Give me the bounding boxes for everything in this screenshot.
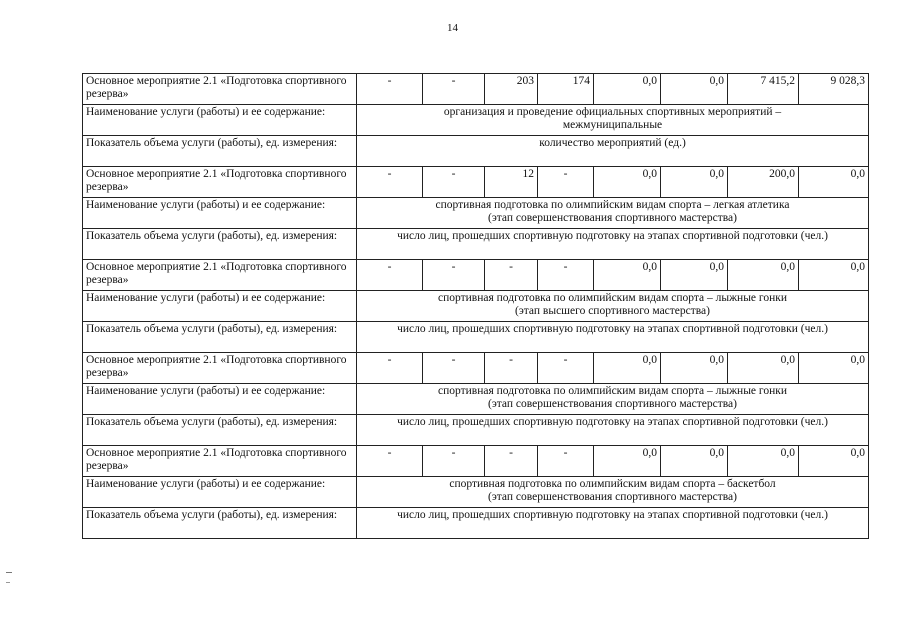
value-cell: -	[485, 260, 538, 291]
description-cell	[357, 291, 869, 322]
value-cell: 200,0	[728, 167, 799, 198]
description-line: (этап совершенствования спортивного мастерства)	[488, 398, 737, 410]
value-cell: -	[538, 167, 594, 198]
page-number: 14	[447, 22, 458, 34]
value-cell: -	[423, 353, 485, 384]
description-line: число лиц, прошедших спортивную подготовку на этапах спортивной подготовки (чел.)	[397, 509, 828, 521]
value-cell: -	[357, 353, 423, 384]
activity-row	[83, 167, 869, 198]
description-row	[83, 415, 869, 446]
description-line: спортивная подготовка по олимпийским видам спорта – лыжные гонки	[438, 385, 787, 397]
scan-edge-mark	[6, 572, 12, 573]
value-cell: -	[423, 74, 485, 105]
value-cell: 0,0	[594, 353, 661, 384]
description-line: число лиц, прошедших спортивную подготовку на этапах спортивной подготовки (чел.)	[397, 416, 828, 428]
value-cell: -	[538, 353, 594, 384]
activity-label: Основное мероприятие 2.1 «Подготовка спортивного резерва»	[83, 353, 357, 384]
row-label: Наименование услуги (работы) и ее содержание:	[83, 105, 357, 136]
value-cell: 0,0	[799, 167, 869, 198]
description-row	[83, 105, 869, 136]
row-label: Показатель объема услуги (работы), ед. измерения:	[83, 229, 357, 260]
program-table	[82, 73, 869, 539]
description-line: (этап совершенствования спортивного мастерства)	[488, 491, 737, 503]
value-cell: -	[538, 446, 594, 477]
value-cell: -	[423, 167, 485, 198]
row-label: Наименование услуги (работы) и ее содержание:	[83, 198, 357, 229]
description-line: число лиц, прошедших спортивную подготовку на этапах спортивной подготовки (чел.)	[397, 230, 828, 242]
description-line: (этап совершенствования спортивного мастерства)	[488, 212, 737, 224]
description-cell	[357, 136, 869, 167]
value-cell: 0,0	[661, 167, 728, 198]
description-row	[83, 508, 869, 539]
activity-row	[83, 446, 869, 477]
activity-row	[83, 74, 869, 105]
activity-label: Основное мероприятие 2.1 «Подготовка спортивного резерва»	[83, 446, 357, 477]
value-cell: 0,0	[594, 167, 661, 198]
value-cell: -	[538, 260, 594, 291]
activity-label: Основное мероприятие 2.1 «Подготовка спортивного резерва»	[83, 74, 357, 105]
activity-label: Основное мероприятие 2.1 «Подготовка спортивного резерва»	[83, 260, 357, 291]
description-cell	[357, 229, 869, 260]
row-label: Наименование услуги (работы) и ее содержание:	[83, 384, 357, 415]
description-line: спортивная подготовка по олимпийским видам спорта – баскетбол	[449, 478, 776, 490]
description-row	[83, 322, 869, 353]
row-label: Наименование услуги (работы) и ее содержание:	[83, 477, 357, 508]
value-cell: 0,0	[661, 260, 728, 291]
description-line: спортивная подготовка по олимпийским видам спорта – лыжные гонки	[438, 292, 787, 304]
value-cell: 0,0	[661, 353, 728, 384]
description-line: межмуниципальные	[562, 119, 663, 131]
value-cell: 0,0	[799, 353, 869, 384]
description-cell	[357, 105, 869, 136]
value-cell: -	[357, 74, 423, 105]
description-row	[83, 198, 869, 229]
value-cell: -	[485, 446, 538, 477]
row-label: Наименование услуги (работы) и ее содержание:	[83, 291, 357, 322]
description-line: количество мероприятий (ед.)	[539, 137, 686, 149]
value-cell: 0,0	[728, 260, 799, 291]
row-label: Показатель объема услуги (работы), ед. измерения:	[83, 322, 357, 353]
description-line: (этап высшего спортивного мастерства)	[515, 305, 710, 317]
value-cell: 174	[538, 74, 594, 105]
value-cell: 9 028,3	[799, 74, 869, 105]
description-row	[83, 136, 869, 167]
description-row	[83, 229, 869, 260]
activity-row	[83, 353, 869, 384]
value-cell: -	[423, 260, 485, 291]
description-line: спортивная подготовка по олимпийским видам спорта – легкая атлетика	[435, 199, 790, 211]
value-cell: 203	[485, 74, 538, 105]
value-cell: 0,0	[594, 260, 661, 291]
value-cell: 12	[485, 167, 538, 198]
value-cell: 0,0	[661, 74, 728, 105]
description-cell	[357, 508, 869, 539]
row-label: Показатель объема услуги (работы), ед. измерения:	[83, 508, 357, 539]
value-cell: -	[357, 260, 423, 291]
row-label: Показатель объема услуги (работы), ед. измерения:	[83, 415, 357, 446]
row-label: Показатель объема услуги (работы), ед. измерения:	[83, 136, 357, 167]
value-cell: 7 415,2	[728, 74, 799, 105]
description-row	[83, 477, 869, 508]
value-cell: 0,0	[799, 446, 869, 477]
value-cell: 0,0	[728, 446, 799, 477]
description-cell	[357, 198, 869, 229]
value-cell: 0,0	[661, 446, 728, 477]
value-cell: 0,0	[594, 74, 661, 105]
description-cell	[357, 477, 869, 508]
value-cell: 0,0	[799, 260, 869, 291]
description-row	[83, 291, 869, 322]
value-cell: -	[423, 446, 485, 477]
value-cell: -	[357, 167, 423, 198]
activity-row	[83, 260, 869, 291]
scan-edge-mark	[6, 582, 10, 583]
value-cell: 0,0	[728, 353, 799, 384]
description-row	[83, 384, 869, 415]
table-body	[83, 74, 869, 539]
description-cell	[357, 415, 869, 446]
description-line: число лиц, прошедших спортивную подготовку на этапах спортивной подготовки (чел.)	[397, 323, 828, 335]
description-line: организация и проведение официальных спортивных мероприятий –	[443, 106, 782, 118]
description-cell	[357, 384, 869, 415]
value-cell: -	[485, 353, 538, 384]
description-cell	[357, 322, 869, 353]
value-cell: -	[357, 446, 423, 477]
value-cell: 0,0	[594, 446, 661, 477]
activity-label: Основное мероприятие 2.1 «Подготовка спортивного резерва»	[83, 167, 357, 198]
